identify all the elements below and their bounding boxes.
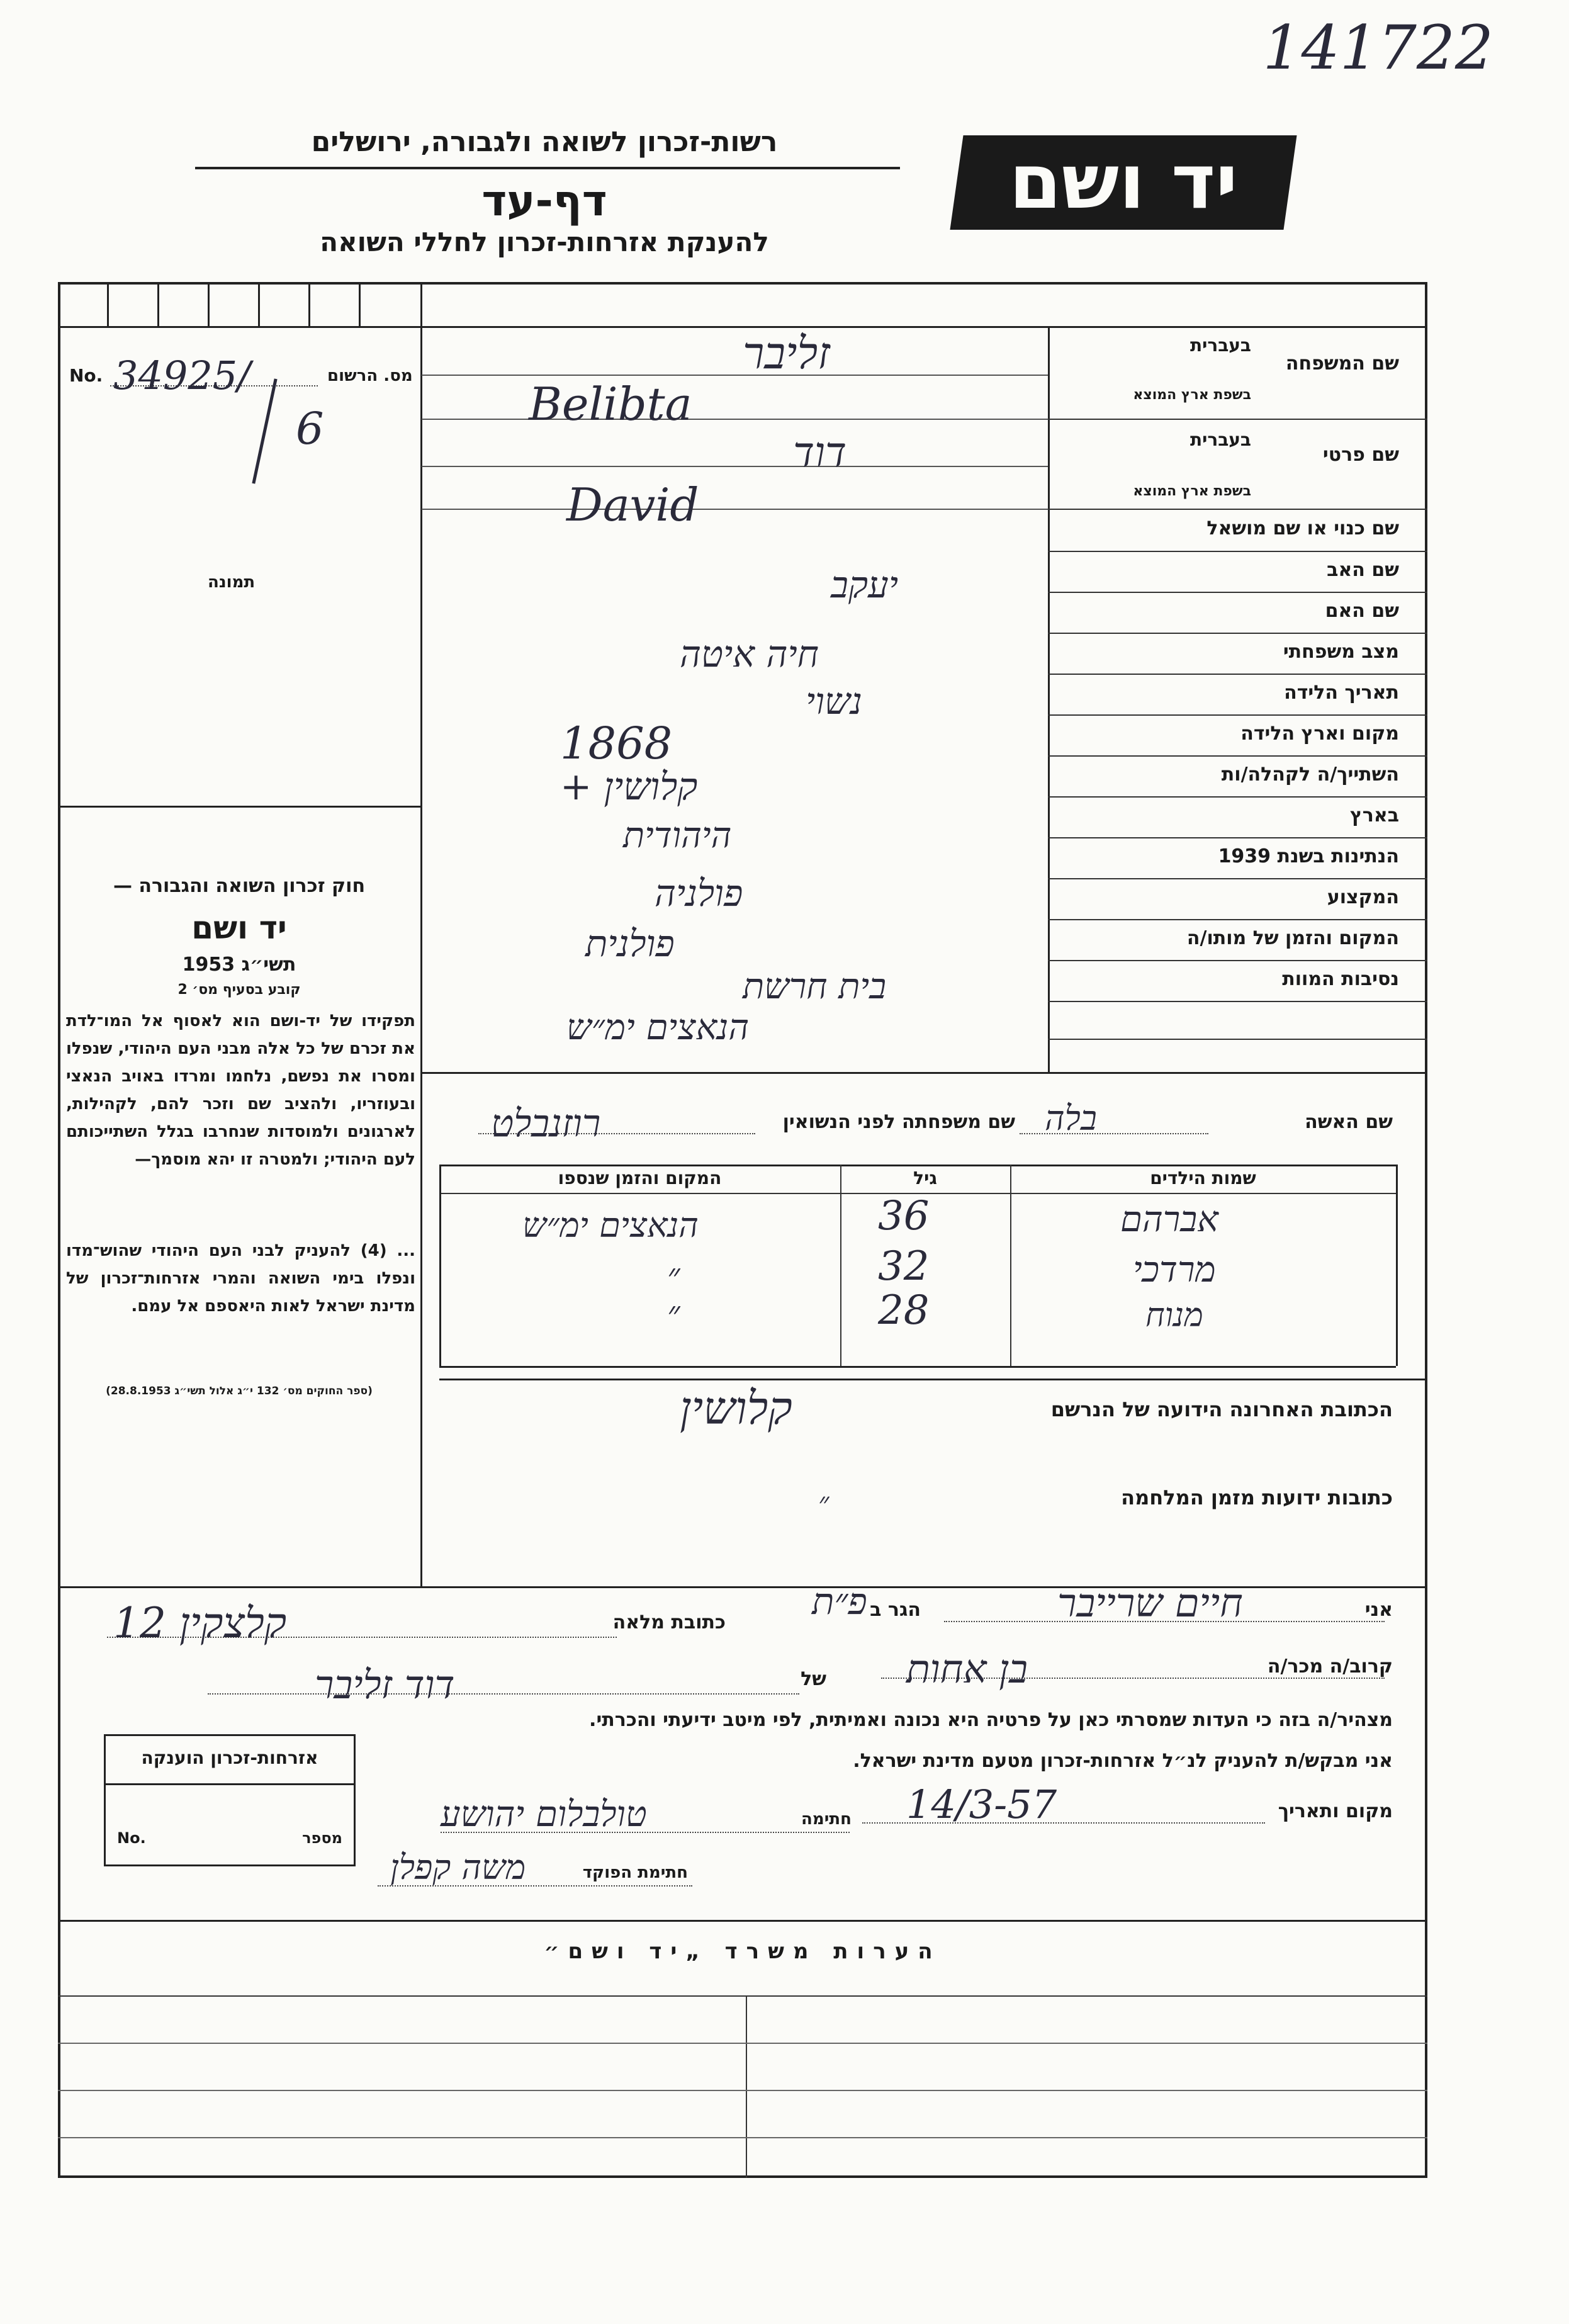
top-box-divider: [308, 282, 310, 326]
signature-label: חתימה: [801, 1810, 852, 1829]
authority-underline: [195, 167, 900, 169]
field-community-label: השתייך/ה לקהלה/ות: [1221, 764, 1399, 786]
value-line: [422, 419, 1048, 420]
declarant-ani: אני: [1364, 1599, 1393, 1621]
field-country-label: בארץ: [1349, 804, 1399, 826]
field-nickname-label: שם כנוי או שם מושאל: [1206, 517, 1399, 539]
child-age: 28: [878, 1287, 930, 1334]
wife-maiden-label: שם משפחתה לפני הנשואין: [782, 1111, 1015, 1133]
value-father: יעקב: [831, 563, 899, 606]
value-surname-origin: Belibta: [529, 378, 692, 431]
authority-title: רשות-זכרון לשואה ולגבורה, ירושלים: [311, 126, 778, 158]
reg-number: 34925/: [113, 353, 251, 398]
citizenship-box: [104, 1734, 356, 1866]
value-marital: נשוי: [806, 680, 862, 723]
field-birthdate-label: תאריך הלידה: [1284, 682, 1399, 704]
top-box-divider: [208, 282, 210, 326]
child-place: הנאצים ימ״ש: [522, 1205, 699, 1245]
photo-area-bottom: [58, 806, 422, 808]
row-line: [1048, 960, 1427, 961]
logo-text: יד ושם: [1009, 138, 1238, 226]
request-text: אני מבקש/ת להעניק לנ״ל אזרחות-זכרון מטעם מדינת ישראל.: [853, 1750, 1393, 1772]
top-box-divider: [107, 282, 109, 326]
wife-label: שם האשה: [1305, 1111, 1393, 1133]
children-col-divider: [1010, 1165, 1011, 1366]
notes-line: [58, 2090, 1427, 2091]
field-surname-origin: בשפת ארץ המוצא: [1133, 387, 1251, 403]
wartime-addresses-value: ״: [818, 1486, 829, 1520]
place-date-value: 14/3-57: [906, 1781, 1057, 1827]
children-table-top: [439, 1165, 1396, 1166]
reg-no-prefix: No.: [69, 365, 103, 386]
children-table-left: [439, 1165, 441, 1366]
law-year: תשי״ג 1953: [182, 954, 296, 976]
row-line: [1048, 1001, 1427, 1002]
row-line: [1048, 837, 1427, 838]
value-firstname-origin: David: [566, 478, 699, 531]
declarant-resides-label: הגר ב: [870, 1599, 921, 1621]
declarant-name: חיים שרייבר: [1057, 1580, 1243, 1626]
field-surname-label: שם המשפחה: [1285, 353, 1399, 375]
law-name: יד ושם: [191, 910, 287, 946]
last-address-label: הכתובת האחרונה הידועה של הנרשם: [1050, 1397, 1393, 1421]
reg-sub: 6: [296, 403, 324, 454]
notes-line: [58, 2137, 1427, 2138]
archive-number: 141722: [1263, 13, 1493, 83]
field-nationality-label: הנתינות בשנת 1939: [1218, 845, 1399, 867]
declarant-city: פ״ת: [812, 1580, 867, 1623]
officer-label: חתימת הפוקד: [582, 1863, 688, 1882]
wartime-addresses-label: כתובות ידועות מזמן המלחמה: [1121, 1486, 1393, 1509]
photo-label: תמונה: [208, 573, 256, 592]
row-line: [1048, 878, 1427, 879]
row-line: [1048, 419, 1427, 420]
citizenship-box-number-label: מספר: [302, 1829, 342, 1847]
children-col-place: המקום והזמן שנספו: [558, 1168, 722, 1188]
row-line: [1048, 509, 1427, 510]
value-birthdate: 1868: [560, 718, 673, 769]
law-heading: חוק זכרון השואה והגבורה —: [113, 875, 366, 897]
child-name: אברהם: [1120, 1199, 1218, 1240]
value-mother: חיה איטה: [680, 633, 819, 675]
row-line: [1048, 796, 1427, 798]
row-line: [1048, 714, 1427, 716]
reg-label: מס. הרשום: [327, 366, 413, 385]
value-death-place: הנאצים ימ״ש: [566, 1007, 750, 1048]
value-community: היהודית: [623, 815, 732, 856]
declarant-relation: בן אחות: [906, 1646, 1028, 1692]
row-line: [1048, 674, 1427, 675]
row-line: [1048, 592, 1427, 593]
children-col-names: שמות הילדים: [1150, 1168, 1256, 1188]
value-surname-hebrew: זליבר: [743, 327, 830, 379]
wife-maiden: רוזנבלט: [491, 1102, 601, 1146]
law-clause: קובע בסעיף מס׳ 2: [177, 982, 301, 998]
declarant-of-label: של: [801, 1668, 826, 1690]
place-date-label: מקום ותאריך: [1278, 1800, 1393, 1822]
notes-line: [58, 2043, 1427, 2044]
row-line: [1048, 919, 1427, 920]
field-father-label: שם האב: [1327, 559, 1399, 581]
wife-name: בלה: [1045, 1098, 1097, 1138]
field-firstname-hebrew: בעברית: [1189, 429, 1251, 450]
row-line: [1048, 633, 1427, 634]
last-address-value: קלושין: [680, 1382, 792, 1435]
fields-bottom-line: [420, 1072, 1427, 1074]
declarant-of-dotline: [208, 1693, 799, 1695]
form-frame: [58, 282, 1427, 2178]
declaration-text: מצהיר/ה בזה כי העדות שמסרתי כאן על פרטיה היא נכונה ואמיתית, לפי מיטב ידיעתי והכרתי.: [589, 1709, 1393, 1731]
child-age: 36: [878, 1193, 930, 1239]
left-column-divider: [420, 282, 422, 1586]
field-birthplace-label: מקום וארץ הלידה: [1240, 723, 1399, 745]
children-table-bottom: [439, 1366, 1396, 1368]
row-line: [1048, 1039, 1427, 1040]
declarant-relative-label: קרוב/ה מכר/ה: [1267, 1656, 1393, 1678]
signature-value: טולבלום יהושע: [441, 1794, 647, 1835]
top-box-divider: [258, 282, 260, 326]
office-notes-divider: [746, 1995, 747, 2178]
top-box-divider: [157, 282, 159, 326]
field-marital-label: מצב משפחתי: [1283, 641, 1399, 663]
office-notes-line: [58, 1995, 1427, 1997]
declarant-of-value: דוד זליבר: [315, 1662, 455, 1708]
law-text-2: ... (4) להעניק לבני העם היהודי שהוש־מדו ונפלו בימי השואה והמרי אזרחות־זכרון של מדינת ישראל לאות היאספם אל עמם.: [66, 1241, 415, 1316]
field-surname-hebrew: בעברית: [1189, 335, 1251, 356]
field-firstname-label: שם פרטי: [1322, 444, 1399, 466]
value-line: [422, 509, 1048, 510]
child-place: ״: [667, 1294, 680, 1333]
row-line: [1048, 755, 1427, 757]
field-mother-label: שם האם: [1325, 600, 1399, 622]
child-age: 32: [878, 1243, 930, 1290]
children-col-divider: [840, 1165, 841, 1366]
officer-signature: משה קפלן: [390, 1847, 526, 1887]
field-profession-label: המקצוע: [1327, 886, 1399, 908]
law-footnote: (ספר החוקים מס׳ 132 י״ג אלול תשי״ג 28.8.1953): [106, 1385, 373, 1397]
citizenship-box-title: אזרחות-זכרון הוענקה: [141, 1747, 318, 1768]
value-line: [422, 375, 1048, 376]
row-line: [1048, 551, 1427, 552]
child-place: ״: [667, 1256, 680, 1295]
top-box-divider: [359, 282, 361, 326]
address-section-top: [439, 1379, 1427, 1380]
field-death-circumstances-label: נסיבות המוות: [1282, 968, 1399, 990]
form-title: דף-עד: [481, 176, 607, 226]
value-line: [422, 466, 1048, 467]
yad-vashem-logo: [950, 135, 1296, 230]
field-death-place-label: המקום והזמן של מותו/ה: [1186, 927, 1399, 949]
citizenship-box-no: No.: [117, 1829, 146, 1847]
value-country: פולניה: [655, 872, 743, 915]
form-subtitle: להענקת אזרחות-זכרון לחללי השואה: [320, 227, 769, 257]
office-notes-title: הערות משרד „יד ושם״: [544, 1939, 942, 1964]
citizenship-box-divider: [106, 1783, 354, 1785]
law-text-1: תפקידו של יד-ושם הוא לאסוף אל המו־לדת את זכרם של כל אלה מבני העם היהודי, שנפלו ומסרו את נפשם, נלחמו ומרדו באויב הנאצי ובעוזריו, ולהציב שם וזכר להם, לקהילות, לארגונים ולמוסדות שנחרבו בגלל השתייכותם לעם היהודי; ולמטרה זו יהא מוסמך—: [66, 1012, 415, 1169]
field-firstname-origin: בשפת ארץ המוצא: [1133, 483, 1251, 499]
value-birthplace: קלושין +: [560, 765, 698, 809]
value-profession: בית חרשת: [743, 966, 887, 1007]
value-firstname-hebrew: דוד: [793, 428, 847, 477]
child-name: מנוח: [1145, 1297, 1203, 1334]
declarant-address-label: כתובת מלאה: [612, 1611, 726, 1633]
office-notes-top: [58, 1920, 1427, 1922]
value-nationality: פולנית: [585, 922, 675, 965]
children-table-right: [1396, 1165, 1398, 1366]
child-name: מרדכי: [1133, 1249, 1216, 1290]
declarant-address: קלצקין 12: [113, 1599, 287, 1647]
children-col-age: גיל: [913, 1168, 937, 1188]
